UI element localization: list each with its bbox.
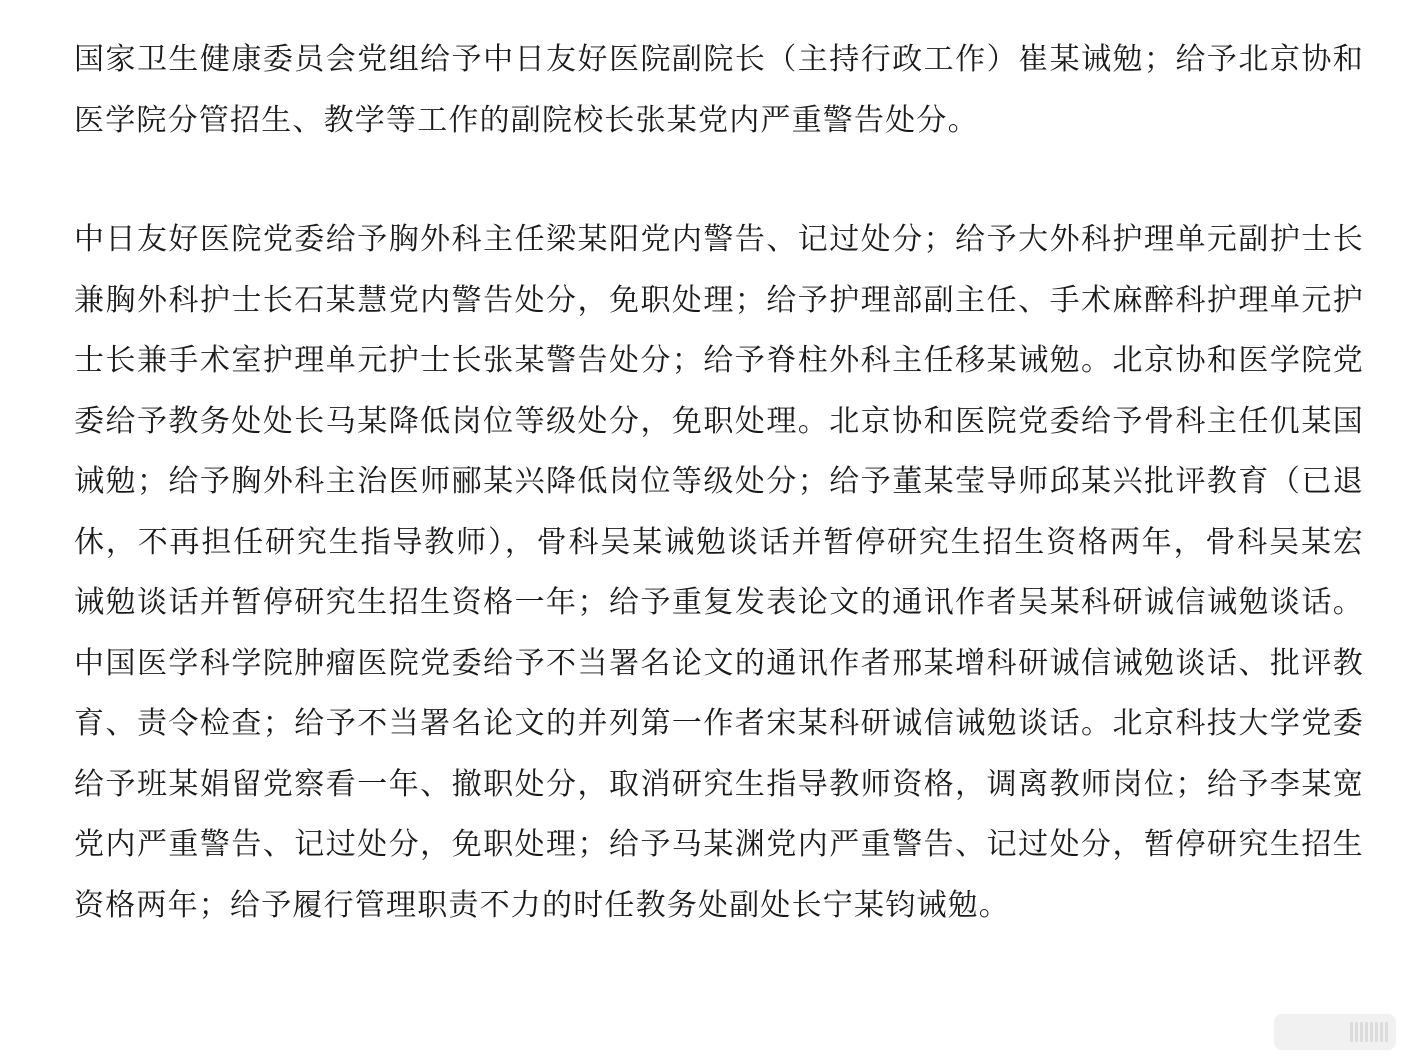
watermark-mark-icon bbox=[1380, 1022, 1383, 1042]
watermark-mark-icon bbox=[1385, 1022, 1388, 1042]
watermark-mark-icon bbox=[1355, 1022, 1358, 1042]
watermark-mark-icon bbox=[1350, 1022, 1353, 1042]
article-body bbox=[74, 30, 1364, 936]
watermark-mark-icon bbox=[1360, 1022, 1363, 1042]
paragraph-2: 中日友好医院党委给予胸外科主任梁某阳党内警告、记过处分；给予大外科护理单元副护士长兼胸外科护士长石某慧党内警告处分，免职处理；给予护理部副主任、手术麻醉科护理单元护士长兼手术室护理单元护士长张某警告处分；给予脊柱外科主任移某诫勉。北京协和医学院党委给予教务处处长马某降低岗位等级处分，免职处理。北京协和医院党委给予骨科主任仉某国诫勉；给予胸外科主治医师郦某兴降低岗位等级处分；给予董某莹导师邱某兴批评教育（已退休，不再担任研究生指导教师），骨科吴某诫勉谈话并暂停研究生招生资格两年，骨科吴某宏诫勉谈话并暂停研究生招生资格一年；给予重复发表论文的通讯作者吴某科研诚信诫勉谈话。中国医学科学院肿瘤医院党委给予不当署名论文的通讯作者邢某增科研诚信诫勉谈话、批评教育、责令检查；给予不当署名论文的并列第一作者宋某科研诚信诫勉谈话。北京科技大学党委给予班某娟留党察看一年、撤职处分，取消研究生指导教师资格，调离教师岗位；给予李某宽党内严重警告、记过处分，免职处理；给予马某渊党内严重警告、记过处分，暂停研究生招生资格两年；给予履行管理职责不力的时任教务处副处长宁某钧诫勉。 bbox=[74, 222, 1364, 923]
watermark-mark-icon bbox=[1375, 1022, 1378, 1042]
watermark-mark-icon bbox=[1365, 1022, 1368, 1042]
watermark-badge bbox=[1274, 1014, 1396, 1050]
watermark-mark-icon bbox=[1370, 1022, 1373, 1042]
paragraph-1: 国家卫生健康委员会党组给予中日友好医院副院长（主持行政工作）崔某诫勉；给予北京协和医学院分管招生、教学等工作的副院校长张某党内严重警告处分。 bbox=[74, 42, 1364, 138]
